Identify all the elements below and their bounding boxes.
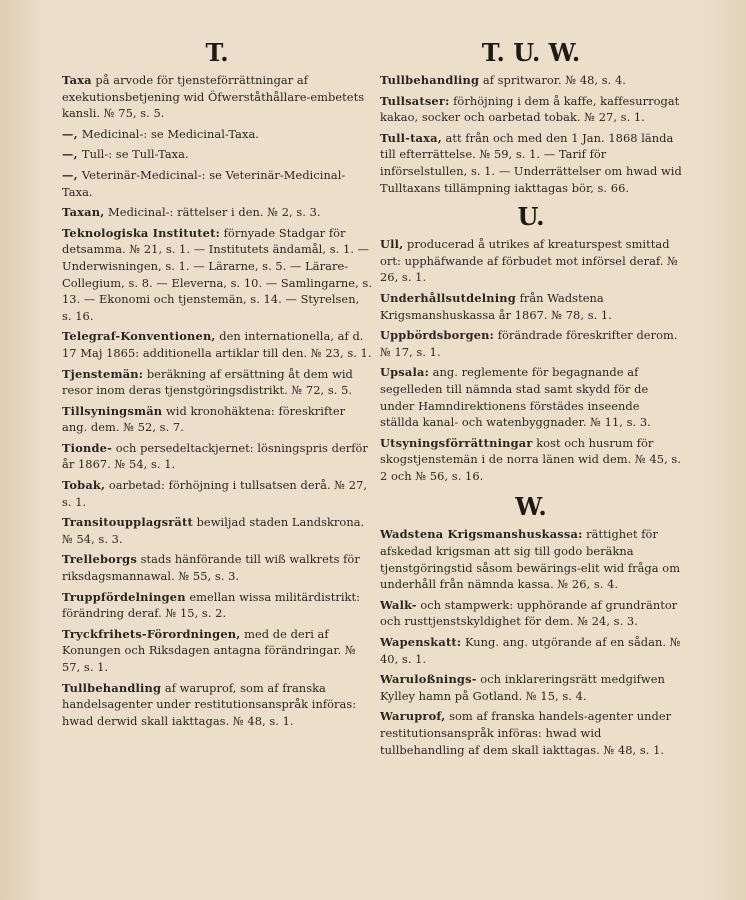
entry-head: Telegraf-Konventionen,	[62, 329, 216, 344]
entry-head: Waruloßnings-	[380, 672, 477, 687]
index-entry	[380, 671, 682, 704]
index-entry	[380, 708, 682, 758]
section-heading-w: W.	[515, 492, 547, 522]
entry-head: Tjenstemän:	[62, 366, 144, 381]
index-entry	[62, 514, 372, 547]
entry-head: —,	[62, 126, 82, 141]
index-entry	[62, 146, 372, 163]
entry-text: rättighet för afskedad krigsman att sig till godo beräkna tjenstgöringstid såsom bewärings-elit wid fråga om underhåll från nämnda kassa. № 26, s. 4.	[380, 527, 681, 592]
entry-head: Tullsatser:	[380, 93, 450, 108]
entry-text: förnyade Stadgar för detsamma. № 21, s. 1. — Institutets ändamål, s. 1. — Underwisningen, s. 1. — Lärarne, s. 5. — Lärare-Collegium, s. 8. — Eleverna, s. 10. — Samlingarne, s. 13. — Ekonomi och tjenstemän, s. 14. — Styrelsen, s. 16.	[62, 225, 373, 323]
section-heading-u: U.	[517, 202, 545, 232]
index-entry	[62, 589, 372, 622]
entry-head: —,	[62, 167, 82, 182]
entry-head: Tobak,	[62, 478, 106, 493]
entry-head: Utsyningsförrättningar	[380, 435, 533, 450]
entry-head: Taxan,	[62, 205, 105, 220]
index-entry	[62, 225, 372, 325]
entry-text: bewiljad staden Landskrona. № 54, s. 3.	[62, 515, 365, 546]
entry-text: från Wadstena Krigsmanshuskassa år 1867. № 78, s. 1.	[380, 290, 612, 322]
index-entry	[380, 364, 682, 430]
left-column	[62, 38, 372, 733]
entry-text: den internationella, af d. 17 Maj 1865: additionella artiklar till den. № 23, s. 1.	[62, 329, 372, 360]
entry-text: förhöjning i dem å kaffe, kaffesurrogat kakao, socker och oarbetad tobak. № 27, s. 1.	[380, 93, 680, 125]
index-entry	[62, 167, 372, 200]
index-entry	[380, 236, 682, 286]
entry-head: Wapenskatt:	[380, 635, 462, 650]
index-entry	[380, 526, 682, 592]
entry-text: Kung. ang. utgörande af en sådan. № 40, s. 1.	[380, 635, 681, 666]
entry-head: Underhållsutdelning	[380, 290, 516, 305]
entry-text: på arvode för tjensteförrättningar af exekutionsbetjening wid Öfwerståthållare-embetets kansli. № 75, s. 5.	[62, 73, 365, 121]
entry-text: med de deri af Konungen och Riksdagen antagna förändringar. № 57, s. 1.	[62, 626, 356, 674]
entry-head: Teknologiska Institutet:	[62, 225, 220, 240]
index-entry	[62, 126, 372, 143]
entry-head: Upsala:	[380, 365, 430, 380]
entry-text: förändrade föreskrifter derom. № 17, s. 1.	[380, 328, 678, 359]
index-entry	[380, 597, 682, 630]
entry-head: Wadstena Krigsmanshuskassa:	[380, 527, 583, 542]
index-entry	[62, 72, 372, 122]
section-heading-t: T.	[205, 38, 229, 67]
entry-text: af spritwaror. № 48, s. 4.	[479, 73, 626, 87]
index-entry	[62, 403, 372, 436]
index-entry	[62, 204, 372, 221]
entry-head: Transitoupplagsrätt	[62, 515, 193, 530]
entry-head: Tillsyningsmän	[62, 403, 163, 418]
index-entry	[62, 440, 372, 473]
entry-head: Tryckfrihets-Förordningen,	[62, 626, 241, 641]
entry-text: och inklareringsrätt medgifwen Kylley hamn på Gotland. № 15, s. 4.	[380, 672, 665, 703]
entry-text: att från och med den 1 Jan. 1868 lända till efterrättelse. № 59, s. 1. — Tarif för införselstullen, s. 1. — Underrättelser om hwad wid Tulltaxans tillämpning iakttagas bör, s. 66.	[380, 130, 682, 195]
entry-text: Tull-: se Tull-Taxa.	[81, 147, 189, 162]
entry-text: emellan wissa militärdistrikt: förändring deraf. № 15, s. 2.	[62, 589, 360, 621]
section-heading-tuw: T. U. W.	[481, 38, 581, 67]
entry-text: kost och husrum för skogstjenstemän i de norra länen wid dem. № 45, s. 2 och № 56, s. 16.	[380, 435, 682, 483]
entry-text: Veterinär-Medicinal-: se Veterinär-Medicinal-Taxa.	[62, 167, 346, 199]
entry-head: Truppfördelningen	[62, 589, 186, 604]
right-column	[380, 38, 682, 762]
index-entry	[380, 72, 682, 89]
entry-text: Medicinal-: rättelser i den. № 2, s. 3.	[104, 205, 321, 220]
entry-text: af waruprof, som af franska handelsagenter under restitutionsanspråk införas: hwad derwid skall iakttagas. № 48, s. 1.	[62, 680, 357, 728]
entry-head: Ull,	[380, 237, 404, 252]
index-entry	[380, 290, 682, 323]
entry-head: —,	[62, 147, 82, 162]
left-entries	[62, 72, 372, 729]
index-entry	[62, 626, 372, 676]
entry-head: Tullbehandling	[62, 680, 162, 695]
index-entry	[380, 634, 682, 667]
index-entry	[62, 328, 372, 361]
entry-text: beräkning af ersättning åt dem wid resor inom deras tjenstgöringsdistrikt. № 72, s. 5.	[62, 366, 353, 398]
index-entry	[380, 435, 682, 485]
index-entry	[380, 327, 682, 360]
entry-head: Tionde-	[62, 440, 113, 455]
entry-text: producerad å utrikes af kreaturspest smittad ort: upphäfwande af förbudet mot införsel deraf. № 26, s. 1.	[380, 237, 678, 285]
entry-text: wid kronohäktena: föreskrifter ang. dem. № 52, s. 7.	[62, 403, 346, 435]
entry-head: Tull-taxa,	[380, 130, 442, 145]
entry-text: som af franska handels-agenter under restitutionsanspråk införas: hwad wid tullbehandling af dem skall iakttagas. № 48, s. 1.	[380, 709, 672, 757]
right-entries	[380, 72, 682, 196]
entry-head: Uppbördsborgen:	[380, 328, 495, 343]
entry-text: oarbetad: förhöjning i tullsatsen derå. № 27, s. 1.	[62, 478, 368, 509]
index-entry	[62, 680, 372, 730]
index-entry	[62, 477, 372, 510]
entry-head: Waruprof,	[380, 709, 446, 724]
entry-head: Tullbehandling	[380, 73, 480, 87]
entry-text: ang. reglemente för begagnande af segelleden till nämnda stad samt skydd för de under Hamndirektionens förstädes inseende ställda kanal- och watenbyggnader. № 11, s. 3.	[380, 365, 651, 430]
entry-text: och persedeltackjernet: lösningspris derför år 1867. № 54, s. 1.	[62, 440, 368, 472]
index-entry	[62, 366, 372, 399]
u-entries	[380, 236, 682, 484]
index-entry	[380, 93, 682, 126]
entry-text: Medicinal-: se Medicinal-Taxa.	[81, 126, 259, 141]
entry-head: Trelleborgs	[62, 552, 137, 567]
w-entries	[380, 526, 682, 758]
index-entry	[380, 130, 682, 196]
entry-head: Taxa	[62, 73, 92, 87]
entry-text: stads hänförande till wiß walkrets för riksdagsmannawal. № 55, s. 3.	[62, 552, 360, 584]
entry-text: och stampwerk: upphörande af grundräntor och rusttjenstskyldighet för dem. № 24, s. 3.	[380, 597, 678, 629]
index-entry	[62, 551, 372, 584]
entry-head: Walk-	[380, 597, 417, 612]
